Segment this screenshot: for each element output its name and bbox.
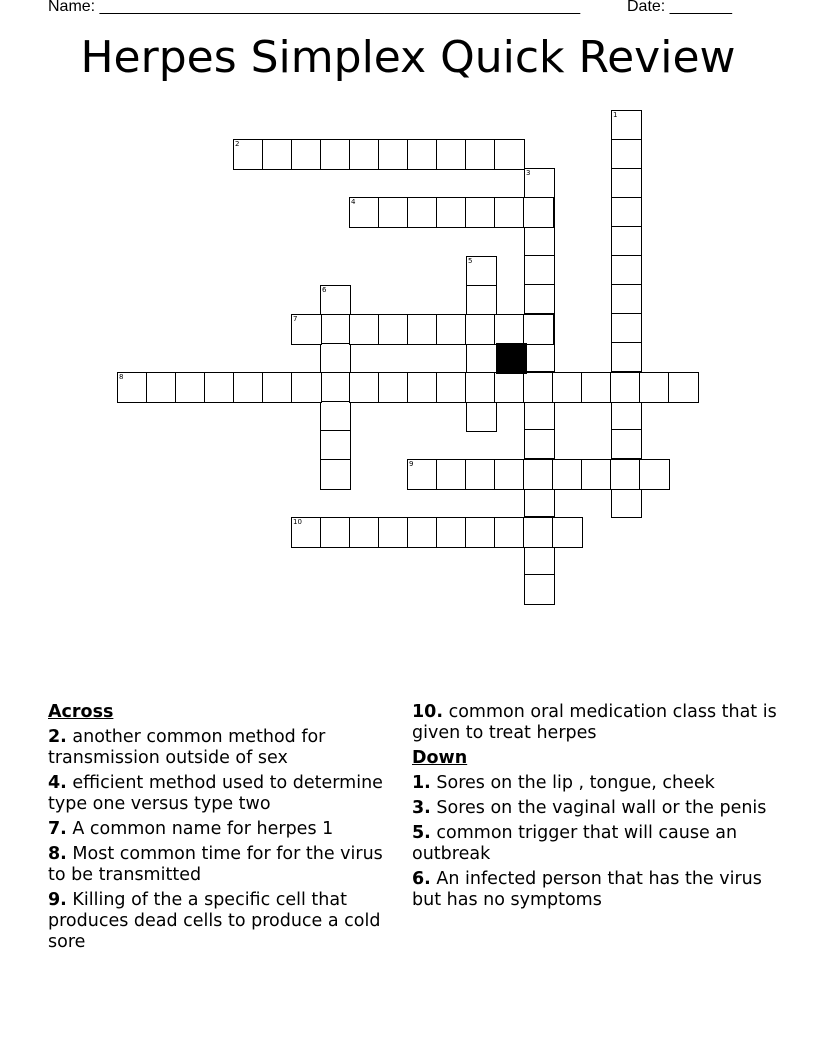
page-title: Herpes Simplex Quick Review: [80, 32, 736, 83]
clue-text: common trigger that will cause an outbreak: [412, 823, 738, 864]
crossword-cell[interactable]: [407, 517, 438, 548]
crossword-cell[interactable]: [117, 372, 148, 403]
cell-number: 9: [409, 460, 414, 468]
clues-right-column: [412, 702, 782, 915]
crossword-cell[interactable]: [611, 110, 642, 141]
date-field-label: Date: _______: [627, 0, 732, 15]
crossword-cell[interactable]: [611, 429, 642, 460]
crossword-cell[interactable]: [436, 139, 467, 170]
crossword-cell[interactable]: [466, 343, 497, 374]
crossword-cell[interactable]: [407, 139, 438, 170]
clue-number: 10.: [412, 702, 444, 722]
crossword-cell[interactable]: [233, 139, 264, 170]
clue-across-10: [412, 702, 782, 744]
crossword-cell[interactable]: [436, 459, 467, 490]
crossword-cell[interactable]: [465, 314, 496, 345]
clue-text: Killing of the a specific cell that produces dead cells to produce a cold sore: [48, 890, 381, 952]
name-field-label: Name: ______________________________________________________: [48, 0, 581, 15]
clue-text: common oral medication class that is given to treat herpes: [412, 702, 777, 743]
crossword-cell[interactable]: [524, 226, 555, 257]
crossword-cell[interactable]: [523, 517, 554, 548]
crossword-cell[interactable]: [436, 517, 467, 548]
clue-number: 6.: [412, 869, 431, 889]
crossword-cell[interactable]: [552, 372, 583, 403]
clue-down-1: [412, 773, 782, 794]
crossword-cell[interactable]: [524, 545, 555, 576]
crossword-cell[interactable]: [524, 429, 555, 460]
clue-down-6: [412, 869, 782, 911]
clues-left-column: [48, 702, 400, 957]
crossword-cell[interactable]: [466, 401, 497, 432]
crossword-cell[interactable]: [291, 517, 322, 548]
crossword-cell[interactable]: [291, 314, 322, 345]
crossword-cell[interactable]: [494, 459, 525, 490]
clue-down-5: [412, 823, 782, 865]
crossword-cell[interactable]: [494, 139, 525, 170]
clue-text: A common name for herpes 1: [66, 819, 334, 839]
crossword-cell[interactable]: [407, 459, 438, 490]
crossword-cell[interactable]: [465, 459, 496, 490]
clue-down-3: [412, 798, 782, 819]
crossword-cell[interactable]: [320, 372, 351, 403]
crossword-cell[interactable]: [668, 372, 699, 403]
crossword-cell[interactable]: [407, 372, 438, 403]
crossword-cell[interactable]: [639, 459, 670, 490]
crossword-cell[interactable]: [262, 139, 293, 170]
cell-number: 8: [119, 373, 124, 381]
crossword-cell[interactable]: [407, 314, 438, 345]
clue-text: Most common time for for the virus to be transmitted: [48, 844, 383, 885]
crossword-cell[interactable]: [378, 517, 409, 548]
clue-across-2: [48, 727, 400, 769]
crossword-cell[interactable]: [523, 372, 554, 403]
crossword-cell[interactable]: [524, 487, 555, 518]
crossword-cell[interactable]: [494, 517, 525, 548]
crossword-cell[interactable]: [233, 372, 264, 403]
across-heading: Across: [48, 702, 114, 722]
crossword-cell[interactable]: [524, 342, 555, 373]
crossword-cell[interactable]: [320, 401, 351, 432]
crossword-cell[interactable]: [639, 372, 670, 403]
crossword-cell[interactable]: [465, 197, 496, 228]
crossword-cell[interactable]: [523, 314, 554, 345]
clue-number: 3.: [412, 798, 431, 818]
crossword-cell[interactable]: [552, 517, 583, 548]
crossword-cell[interactable]: [466, 285, 497, 316]
crossword-cell[interactable]: [552, 459, 583, 490]
crossword-cell[interactable]: [291, 372, 322, 403]
cell-number: 4: [351, 198, 356, 206]
crossword-cell[interactable]: [204, 372, 235, 403]
crossword-cell[interactable]: [378, 197, 409, 228]
cell-number: 7: [293, 315, 298, 323]
crossword-cell[interactable]: [611, 255, 642, 286]
crossword-cell[interactable]: [611, 139, 642, 170]
clue-number: 5.: [412, 823, 431, 843]
crossword-cell[interactable]: [611, 400, 642, 431]
clue-number: 2.: [48, 727, 67, 747]
crossword-cell[interactable]: [436, 197, 467, 228]
clue-number: 8.: [48, 844, 67, 864]
crossword-cell[interactable]: [291, 139, 322, 170]
crossword-cell[interactable]: [320, 285, 351, 316]
crossword-cell[interactable]: [610, 372, 641, 403]
crossword-cell[interactable]: [611, 313, 642, 344]
crossword-cell[interactable]: [494, 314, 525, 345]
cell-number: 10: [293, 518, 302, 526]
cell-number: 5: [468, 257, 473, 265]
clue-number: 7.: [48, 819, 67, 839]
crossword-cell[interactable]: [494, 197, 525, 228]
cell-number: 6: [322, 286, 327, 294]
clue-text: An infected person that has the virus but has no symptoms: [412, 869, 762, 910]
crossword-cell[interactable]: [320, 459, 351, 490]
clue-number: 1.: [412, 773, 431, 793]
crossword-cell[interactable]: [436, 372, 467, 403]
clue-number: 4.: [48, 773, 67, 793]
clue-text: another common method for transmission outside of sex: [48, 727, 326, 768]
crossword-cell[interactable]: [320, 314, 351, 345]
crossword-cell[interactable]: [378, 139, 409, 170]
down-heading: Down: [412, 748, 468, 768]
crossword-cell[interactable]: [175, 372, 206, 403]
crossword-cell[interactable]: [524, 400, 555, 431]
crossword-cell[interactable]: [523, 197, 554, 228]
crossword-cell[interactable]: [610, 459, 641, 490]
black-cell: [496, 343, 527, 374]
crossword-cell[interactable]: [349, 372, 380, 403]
crossword-cell[interactable]: [611, 487, 642, 518]
crossword-cell[interactable]: [349, 139, 380, 170]
crossword-cell[interactable]: [146, 372, 177, 403]
crossword-cell[interactable]: [611, 342, 642, 373]
clue-number: 9.: [48, 890, 67, 910]
crossword-cell[interactable]: [349, 197, 380, 228]
cell-number: 3: [526, 169, 531, 177]
crossword-cell[interactable]: [611, 226, 642, 257]
crossword-cell[interactable]: [407, 197, 438, 228]
cell-number: 2: [235, 140, 240, 148]
crossword-cell[interactable]: [378, 314, 409, 345]
crossword-cell[interactable]: [524, 255, 555, 286]
crossword-cell[interactable]: [611, 284, 642, 315]
clue-across-9: [48, 890, 400, 953]
clue-text: Sores on the vaginal wall or the penis: [430, 798, 767, 818]
crossword-cell[interactable]: [465, 517, 496, 548]
crossword-cell[interactable]: [320, 139, 351, 170]
crossword-cell[interactable]: [349, 517, 380, 548]
clue-across-7: [48, 819, 400, 840]
crossword-cell[interactable]: [523, 459, 554, 490]
cell-number: 1: [613, 111, 618, 119]
crossword-cell[interactable]: [524, 574, 555, 605]
crossword-cell[interactable]: [262, 372, 293, 403]
crossword-cell[interactable]: [611, 168, 642, 199]
clue-across-4: [48, 773, 400, 815]
crossword-cell[interactable]: [465, 372, 496, 403]
crossword-cell[interactable]: [349, 314, 380, 345]
crossword-cell[interactable]: [436, 314, 467, 345]
crossword-cell[interactable]: [611, 197, 642, 228]
crossword-cell[interactable]: [320, 517, 351, 548]
crossword-cell[interactable]: [524, 284, 555, 315]
clue-text: efficient method used to determine type one versus type two: [48, 773, 383, 814]
crossword-cell[interactable]: [320, 430, 351, 461]
clue-across-8: [48, 844, 400, 886]
crossword-cell[interactable]: [494, 372, 525, 403]
crossword-cell[interactable]: [320, 343, 351, 374]
clue-text: Sores on the lip , tongue, cheek: [430, 773, 715, 793]
crossword-cell[interactable]: [378, 372, 409, 403]
crossword-cell[interactable]: [466, 256, 497, 287]
crossword-cell[interactable]: [465, 139, 496, 170]
crossword-cell[interactable]: [524, 168, 555, 199]
crossword-cell[interactable]: [581, 372, 612, 403]
crossword-cell[interactable]: [581, 459, 612, 490]
